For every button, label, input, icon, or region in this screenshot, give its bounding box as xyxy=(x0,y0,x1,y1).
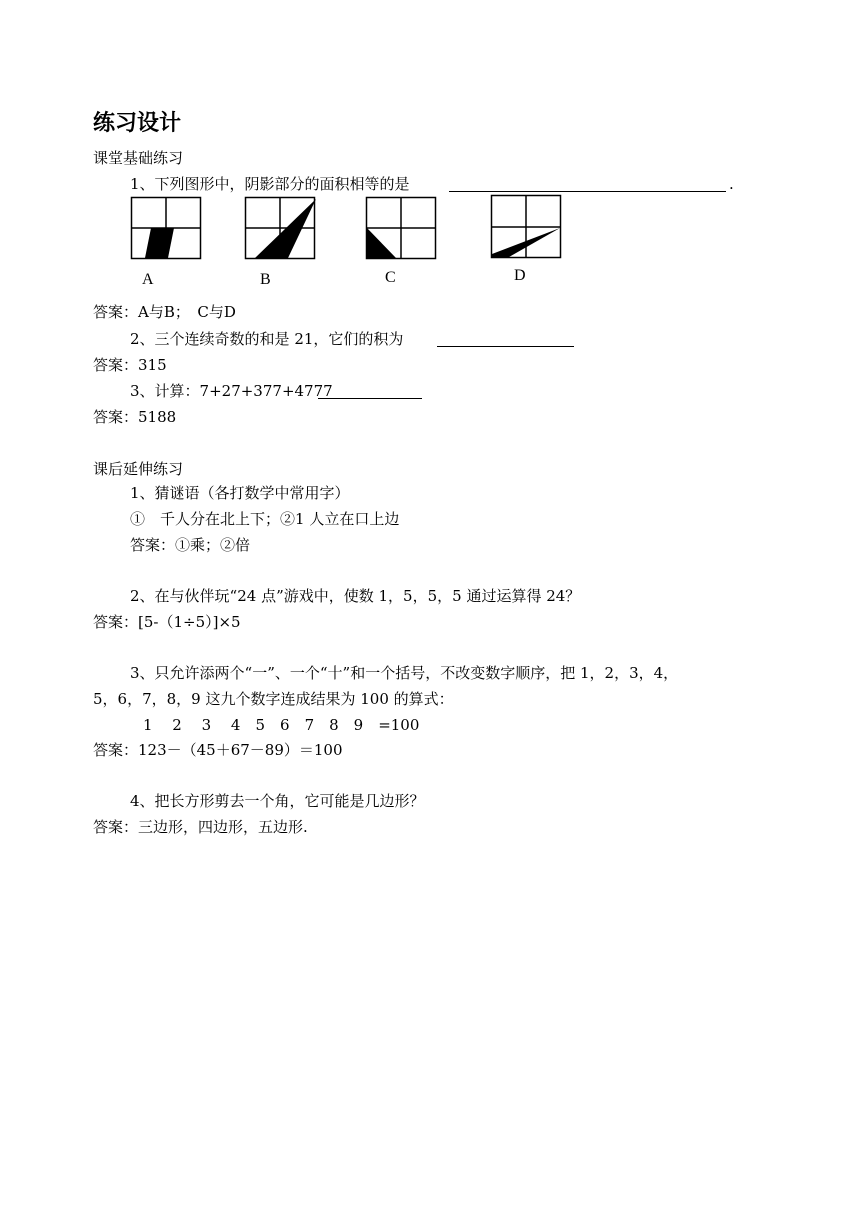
ext-question-3-digits: 1 2 3 4 5 6 7 8 9 =100 xyxy=(143,716,420,734)
figure-a-label: A xyxy=(142,271,154,288)
question-2-text: 2、三个连续奇数的和是 21，它们的积为 xyxy=(130,330,404,348)
question-1-period: . xyxy=(729,175,734,193)
ext-question-1-riddles: ① 千人分在北上下；②1 人立在口上边 xyxy=(130,510,400,528)
question-1-text: 1、下列图形中，阴影部分的面积相等的是 xyxy=(130,175,410,193)
section-title-basic: 课堂基础练习 xyxy=(93,149,184,167)
figure-b-label: B xyxy=(260,271,271,288)
ext-question-4-text: 4、把长方形剪去一个角，它可能是几边形？ xyxy=(130,792,425,810)
answer-3: 答案：5188 xyxy=(93,408,177,426)
question-3-text: 3、计算：7+27+377+4777 xyxy=(130,382,333,400)
ext-answer-2: 答案：[5-（1÷5）]×5 xyxy=(93,613,241,631)
ext-question-3-text-2: 5，6，7，8，9 这九个数字连成结果为 100 的算式： xyxy=(93,690,454,708)
ext-answer-3: 答案：123－（45＋67－89）＝100 xyxy=(93,741,343,759)
figure-a xyxy=(131,197,201,259)
ext-answer-4: 答案：三边形，四边形，五边形. xyxy=(93,818,308,836)
figure-c xyxy=(366,197,436,259)
section-title-extension: 课后延伸练习 xyxy=(93,460,184,478)
ext-question-3-text-1: 3、只允许添两个“一”、一个“十”和一个括号，不改变数字顺序，把 1，2，3，4， xyxy=(130,664,679,682)
ext-answer-1: 答案：①乘；②倍 xyxy=(130,536,251,554)
figure-b xyxy=(245,197,317,259)
figure-d-label: D xyxy=(514,267,526,284)
answer-1: 答案：A与B； C与D xyxy=(93,303,236,321)
page-title: 练习设计 xyxy=(93,111,182,136)
answer-blank-1 xyxy=(449,191,726,192)
answer-blank-3 xyxy=(318,398,422,399)
answer-blank-2 xyxy=(437,346,574,347)
ext-question-1-text: 1、猜谜语（各打数学中常用字） xyxy=(130,484,350,502)
figure-d xyxy=(491,195,561,259)
ext-question-2-text: 2、在与伙伴玩“24 点”游戏中，使数 1，5，5，5 通过运算得 24？ xyxy=(130,587,581,605)
answer-2: 答案：315 xyxy=(93,356,167,374)
figure-c-label: C xyxy=(385,269,396,286)
